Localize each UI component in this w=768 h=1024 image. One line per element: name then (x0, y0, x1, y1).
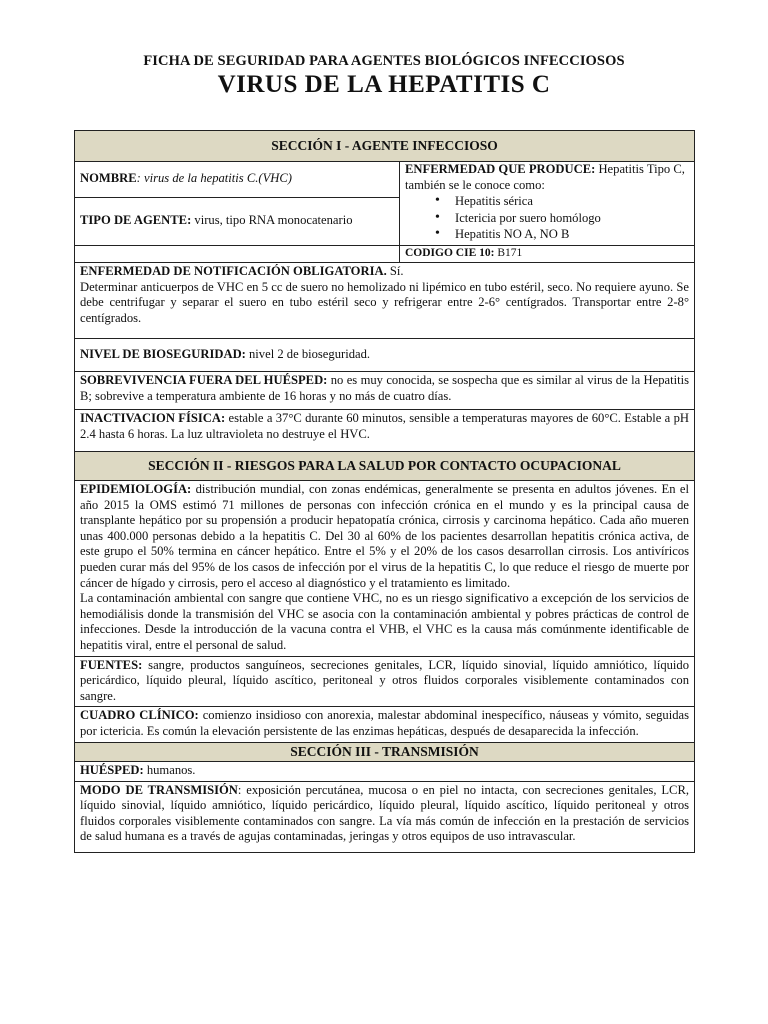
synonym-item: • Hepatitis NO A, NO B (435, 226, 689, 243)
fuentes-cell (75, 656, 695, 707)
section-2-heading: SECCIÓN II - RIESGOS PARA LA SALUD POR CONTACTO OCUPACIONAL (75, 452, 695, 481)
fuentes-value: sangre, productos sanguíneos, secreciones genitales, LCR, líquido sinovial, líquido amniótico, líquido pericárdico, líquido pleural, líquido ascítico, peritoneal y otros fluidos corporales visiblemente contaminados con sangre. (80, 657, 690, 703)
sobrevivencia-value: no es muy conocida, se sospecha que es similar al virus de la Hepatitis B; sobrevive a temperatura ambiente de 16 horas y no más de cuatro días. (80, 373, 690, 403)
synonym-item: • Hepatitis sérica (435, 193, 689, 210)
document-subtitle: FICHA DE SEGURIDAD PARA AGENTES BIOLÓGICOS INFECCIOSOS (143, 53, 625, 69)
inactivacion-cell (75, 410, 695, 452)
tipo-agente-label: TIPO DE AGENTE: (80, 213, 192, 228)
epidemiologia-value: distribución mundial, con zonas endémicas, generalmente se presenta en adultos jóvenes. En el año 2015 la OMS estimó 71 millones de personas con infección crónica en el mundo y es la principal causa de transplante hepático por su propensión a producir hepatopatía crónica, cirrosis y carcinoma hepático. Cada año mueren unas 400.000 personas debido a la hepatitis C. Del 30 al 60% de los pacientes desarrollan hepatitis crónica activa, de este grupo el 50% termina en cáncer hepático. Entre el 5% y el 20% de los casos desarrollan cirrosis. Los antivíricos pueden curar más del 95% de los casos de infección por el virus de la hepatitis C, lo que reduce el riesgo de muerte por cáncer de hígado y cirrosis, pero el acceso al diagnóstico y el tratamiento es limitado. (80, 482, 690, 590)
synonyms-list (405, 193, 689, 243)
sobrevivencia-label: SOBREVIVENCIA FUERA DEL HUÉSPED: (80, 373, 328, 387)
notificacion-label: ENFERMEDAD DE NOTIFICACIÓN OBLIGATORIA. (80, 264, 387, 278)
enfermedad-cell (400, 162, 695, 246)
section-3-heading: SECCIÓN III - TRANSMISIÓN (75, 742, 695, 762)
epidemiologia-cell (75, 481, 695, 657)
inactivacion-label: INACTIVACION FÍSICA: (80, 411, 226, 425)
bioseguridad-value: nivel 2 de bioseguridad. (245, 346, 371, 361)
tipo-agente-value: virus, tipo RNA monocatenario (191, 213, 353, 228)
cie-label: CODIGO CIE 10: (405, 247, 495, 259)
modo-transmision-value: : exposición percutánea, mucosa o en piel no intacta, con secreciones genitales, LCR, líquido sinovial, líquido amniótico, líquido pericárdico, líquido pleural, líquido ascítico, líquido peritoneal y otros fluidos corporales visiblemente contaminados con sangre. La vía más común de infección en la prestación de servicios de salud humana es a través de agujas contaminadas, jeringas y otros equipos de uso intravascular. (80, 782, 690, 844)
modo-transmision-label: MODO DE TRANSMISIÓN (80, 782, 238, 797)
notificacion-value: Sí. (386, 264, 404, 278)
document-title: VIRUS DE LA HEPATITIS C (217, 71, 551, 98)
cuadro-clinico-value: comienzo insidioso con anorexia, malestar abdominal inespecífico, náuseas y vómito, seguidas por ictericia. Es común la elevación persistente de las enzimas hepáticas, después de desaparecida la infección. (80, 708, 690, 738)
nombre-label: NOMBRE (80, 171, 137, 186)
safety-sheet-table (74, 130, 695, 853)
epidemiologia-label: EPIDEMIOLOGÍA: (80, 482, 192, 496)
bioseguridad-label: NIVEL DE BIOSEGURIDAD: (80, 346, 246, 361)
notificacion-cell (75, 263, 695, 339)
enfermedad-label: ENFERMEDAD QUE PRODUCE: (405, 162, 596, 176)
huesped-label: HUÉSPED: (80, 763, 144, 778)
enfermedad-value: Hepatitis Tipo C, también se le conoce como: (405, 162, 685, 192)
nombre-value: : virus de la hepatitis C.(VHC) (136, 171, 292, 186)
synonym-item: • Ictericia por suero homólogo (435, 210, 689, 227)
tipo-agente-cell (75, 198, 400, 246)
huesped-cell (75, 762, 695, 782)
cuadro-clinico-label: CUADRO CLÍNICO: (80, 708, 199, 723)
fuentes-label: FUENTES: (80, 657, 143, 672)
cie-value: B171 (494, 247, 523, 259)
cie-cell (400, 246, 695, 263)
cuadro-clinico-cell (75, 707, 695, 742)
nombre-cell (75, 162, 400, 198)
epidemiologia-value-2: La contaminación ambiental con sangre que contiene VHC, no es un riesgo significativo a excepción de los servicios de hemodiálisis donde la transmisión del VHC se asocia con la contaminación ambiental y pobres prácticas de control de infecciones. Desde la introducción de la vacuna contra el VHB, el VHC es la causa más comúnmente identificable de hepatitis viral, entre el personal de salud. (80, 591, 690, 652)
notificacion-text: Determinar anticuerpos de VHC en 5 cc de suero no hemolizado ni lipémico en tubo estéril, seco. No requiere ayuno. Se debe centrifugar y separar el suero en tubo estéril seco y refrigerar entre 2-6° centígrados. Transportar entre 2-8° centígrados. (80, 279, 690, 325)
bioseguridad-cell (75, 339, 695, 372)
section-1-heading: SECCIÓN I - AGENTE INFECCIOSO (75, 131, 695, 162)
modo-transmision-cell (75, 781, 695, 852)
inactivacion-value: estable a 37°C durante 60 minutos, sensible a temperaturas mayores de 60°C. Estable a pH 2.4 hasta 6 horas. La luz ultravioleta no destruye el HVC. (80, 411, 690, 441)
huesped-value: humanos. (143, 763, 196, 778)
sobrevivencia-cell (75, 372, 695, 410)
